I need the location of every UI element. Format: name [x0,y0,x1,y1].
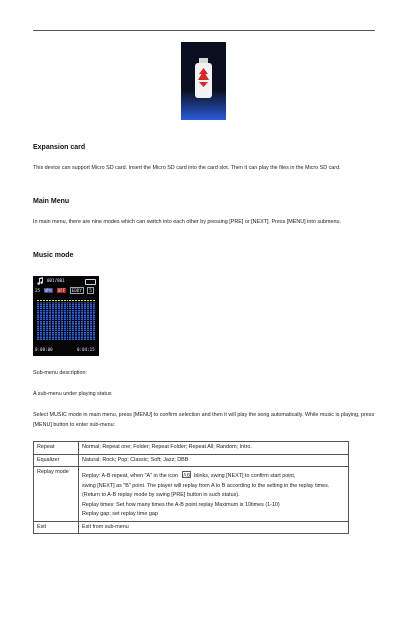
memory-card-icon [194,58,213,100]
eq-bar-fill [87,302,89,340]
eq-bar-cap [78,300,80,301]
eq-bar [52,300,54,340]
eq-bar-fill [43,302,45,340]
eq-bar [58,300,60,340]
eq-bar-cap [55,300,57,301]
eq-bar-fill [58,302,60,340]
eq-bar-cap [61,300,63,301]
eq-bar-fill [40,302,42,340]
eq-bar-fill [75,302,77,340]
eq-bar [64,300,66,340]
eq-bar-fill [67,302,69,340]
eq-bar-fill [37,302,39,340]
eq-bar [40,300,42,340]
eq-bar-fill [69,302,71,340]
eq-bar [61,300,63,340]
eq-bar-cap [64,300,66,301]
eq-badge: EDDY [71,288,82,293]
eq-bar-cap [49,300,51,301]
eq-bar-cap [69,300,71,301]
eq-bar-cap [81,300,83,301]
svg-text:B: B [186,473,190,478]
row-key-exit: Exit [34,521,79,534]
eq-bar [49,300,51,340]
eq-bar-fill [55,302,57,340]
track-counter: 001/001 [47,278,65,283]
table-row [34,442,349,455]
eq-bar [87,300,89,340]
eq-bar-cap [93,300,95,301]
badge-list [43,288,94,293]
elapsed-time: 0:00:00 [35,347,53,352]
eq-bar-cap [40,300,42,301]
eq-bar [78,300,80,340]
ab-repeat-icon [182,471,191,478]
eq-bar [67,300,69,340]
row-value-repeat: Normal; Repeat one; Folder; Repeat Folder; Repeat All; Random; Intro. [79,442,349,455]
eq-bar-fill [52,302,54,340]
replay-line-b: swing [NEXT] as "B" point. The player will replay from A to B according to the setting in the replay times. [82,482,330,489]
music-instructions: Select MUSIC mode in main menu, press [MENU] to confirm selection and then it will play the song automatically. While music is playing, press [MENU] button to enter sub-menu: [33,412,375,428]
eq-bar [81,300,83,340]
eq-bar-cap [52,300,54,301]
replay-badge: 5 [89,288,92,293]
eq-bar-fill [64,302,66,340]
eq-bar-fill [49,302,51,340]
row-key-replay-mode: Replay mode [34,467,79,522]
sub-menu-table [33,441,349,534]
replay-line-a-part1: Replay: A-B repeat, when "A" in the icon [82,473,179,479]
eq-bar [84,300,86,340]
replay-line-c: (Return to A-B replay mode by swing [PRE] button in such status). [82,492,240,498]
eq-bar-fill [78,302,80,340]
eq-bar-fill [61,302,63,340]
eq-bar-cap [67,300,69,301]
eq-bar-cap [84,300,86,301]
main-menu-text: In main menu, there are nine modes which can switch into each other by pressing [PRE] or [NEXT]. Press [MENU] into submenu. [33,219,342,225]
total-time: 0:04:15 [77,347,95,352]
eq-bar-fill [46,302,48,340]
replay-line-a [82,471,345,482]
table-row [34,467,349,522]
eq-bar [93,300,95,340]
format-badge: WMA [44,288,53,293]
eq-bar-cap [37,300,39,301]
eq-bar [69,300,71,340]
replay-line-e: Replay gap: set replay time gap [82,511,158,517]
table-row [34,521,349,534]
music-mode-heading: Music mode [33,252,74,259]
eq-bar-cap [87,300,89,301]
main-menu-heading: Main Menu [33,198,70,205]
eq-bar [43,300,45,340]
eq-bar [72,300,74,340]
eq-bar [75,300,77,340]
eq-bar-fill [93,302,95,340]
eq-bar-fill [72,302,74,340]
eq-bar [46,300,48,340]
replay-line-a-part2: blinks, swing [NEXT] to confirm start point, [194,473,296,479]
eq-bar-cap [72,300,74,301]
eq-bar-fill [81,302,83,340]
expansion-card-text: This device can support Micro SD card. Insert the Micro SD card into the card slot. Then it can play the files in the Micro SD card. [33,165,341,171]
repeat-badge: OFF [57,288,66,293]
replay-line-d: Replay times: Set how many times the A-B point replay Maximum is 10times (1-10) [82,501,280,508]
eq-bar-fill [90,302,92,340]
eq-bar [55,300,57,340]
row-value-exit: Exit from sub-menu [79,521,349,534]
svg-text:A: A [182,473,186,478]
sub-menu-under-status: A sub-menu under playing status [33,391,112,397]
eq-bar-cap [90,300,92,301]
row-value-replay-mode [79,467,349,522]
equalizer-visualizer [37,300,95,340]
sub-menu-description: Sub-menu description: [33,370,87,376]
expansion-card-image [181,42,226,120]
top-rule [33,30,375,31]
battery-icon [85,279,96,285]
music-note-icon [36,277,44,285]
status-row [35,287,94,294]
table-row [34,454,349,467]
row-key-repeat: Repeat [34,442,79,455]
eq-bar-cap [58,300,60,301]
row-key-equalizer: Equalizer [34,454,79,467]
row-value-equalizer: Natural; Rock; Pop; Classic; Soft; Jazz; DBB [79,454,349,467]
eq-bar [37,300,39,340]
eq-bar-cap [46,300,48,301]
eq-bar [90,300,92,340]
volume-value: 25 [35,288,41,293]
eq-bar-cap [43,300,45,301]
eq-bar-cap [75,300,77,301]
eq-bar-fill [84,302,86,340]
expansion-card-heading: Expansion card [33,144,86,151]
device-screen [33,276,99,356]
